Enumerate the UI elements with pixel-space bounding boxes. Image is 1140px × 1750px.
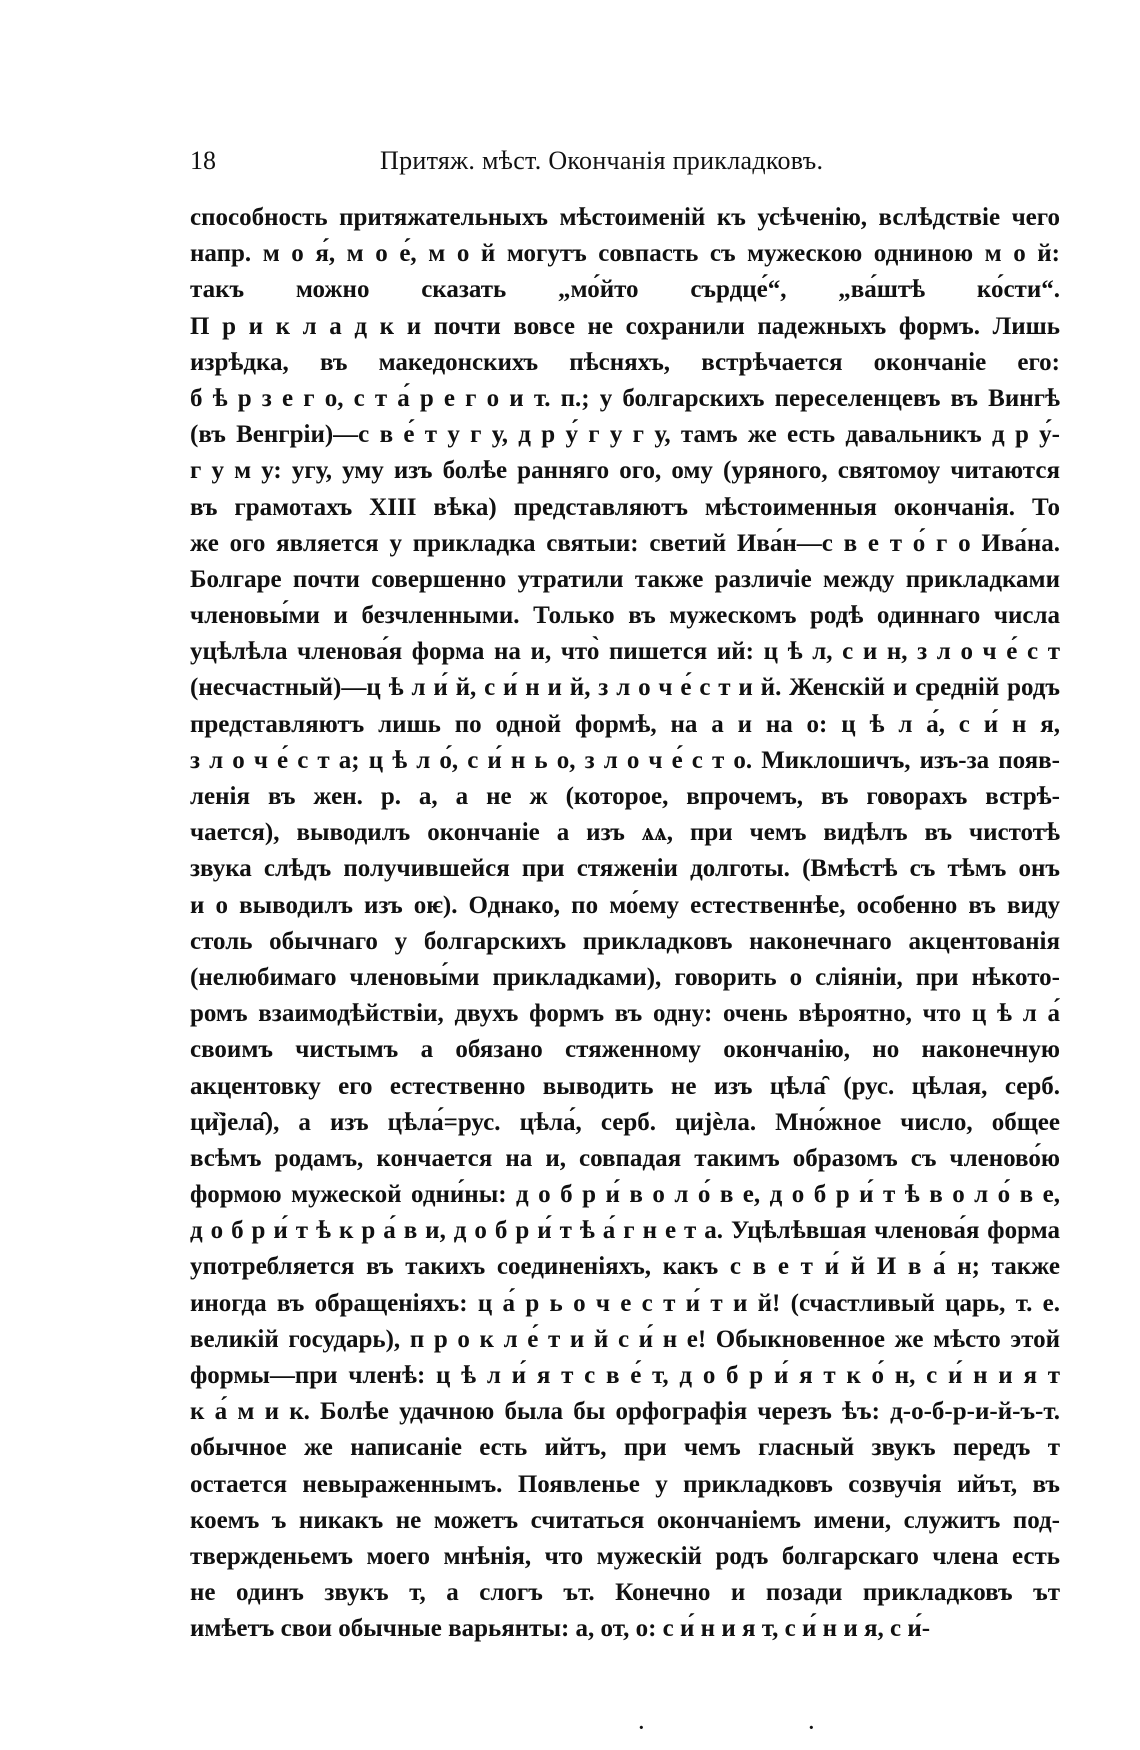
page-number: 18 bbox=[190, 146, 216, 175]
text-line: изрѣдка, въ македонскихъ пѣсняхъ, встрѣчается окончаніе его: bbox=[190, 348, 1060, 376]
text-line: же ого является у прикладка святыи: светий Ива́н—с в е т о́ г о Ива́на. bbox=[190, 529, 1060, 557]
text-line: и о выводилъ изъ оѥ). Однако, по мо́ему естественнѣе, особенно въ виду bbox=[190, 891, 1060, 919]
text-line: формою мужеской одни́ны: д о б р и́ в о л о́ в е, д о б р и́ т ѣ в о л о́ в е, bbox=[190, 1181, 1060, 1209]
text-line: Болгаре почти совершенно утратили также различіе между прикладками bbox=[190, 565, 1060, 593]
text-line: имѣетъ свои обычные варьянты: а, от, о: с и́ н и я т, с и́ н и я, с и́- bbox=[190, 1615, 931, 1643]
text-line: (въ Венгріи)—с в е́ т у г у, д р у́ г у г у, тамъ же есть давальникъ д р у́- bbox=[190, 421, 1060, 449]
text-line: всѣмъ родамъ, кончается на и, совпадая такимъ образомъ съ членово́ю bbox=[190, 1144, 1060, 1172]
text-line: великій государь), п р о к л е́ т и й с и́ н е! Обыкновенное же мѣсто этой bbox=[190, 1325, 1060, 1353]
footer-mark: · bbox=[638, 1717, 645, 1739]
text-line: з л о ч е́ с т а; ц ѣ л о́, с и́ н ь о, з л о ч е́ с т о. Миклошичъ, изъ-за появ- bbox=[190, 746, 1060, 774]
text-line: П р и к л а д к и почти вовсе не сохранили падежныхъ формъ. Лишь bbox=[190, 312, 1060, 340]
text-line: (нелюбимаго членовы́ми прикладками), говорить о сліяніи, при нѣкото- bbox=[190, 963, 1060, 991]
running-head: Притяж. мѣст. Окончанія прикладковъ. bbox=[380, 146, 824, 175]
text-line: формы—при членѣ: ц ѣ л и́ я т с в е́ т, д о б р и́ я т к о́ н, с и́ н и я т bbox=[190, 1362, 1060, 1389]
text-line: обычное же написаніе есть ийтъ, при чемъ гласный звукъ передъ т bbox=[190, 1434, 1060, 1462]
text-line: чается), выводилъ окончаніе а изъ ѧѧ, при чемъ видѣлъ въ чистотѣ bbox=[190, 819, 1060, 847]
text-line: не одинъ звукъ т, а слогъ ът. Конечно и позади прикладковъ ът bbox=[190, 1579, 1060, 1607]
text-line: членовы́ми и безчленными. Только въ мужескомъ родѣ одиннаго числа bbox=[190, 602, 1060, 630]
body-text bbox=[190, 200, 1060, 1648]
text-line: въ грамотахъ XIII вѣка) представляютъ мѣстоименныя окончанія. То bbox=[190, 493, 1060, 521]
text-line: употребляется въ такихъ соединеніяхъ, какъ с в е т и́ й И в а́ н; также bbox=[190, 1253, 1060, 1281]
text-line: коемъ ъ никакъ не можетъ считаться окончаніемъ имени, служитъ под- bbox=[190, 1506, 1060, 1534]
text-line: иногда въ обращеніяхъ: ц а́ р ь о ч е с т и́ т и й! (счастливый царь, т. е. bbox=[190, 1289, 1060, 1317]
text-line: такъ можно сказать „мо́йто сърдце́“, „ва́штѣ ко́сти“. bbox=[190, 276, 1060, 304]
text-line: к а́ м и к. Болѣе удачною была бы орфографія черезъ ѣъ: д-о-б-р-и-й-ъ-т. bbox=[190, 1398, 1060, 1426]
text-line: представляютъ лишь по одной формѣ, на а и на о: ц ѣ л а́, с и́ н я, bbox=[190, 710, 1060, 738]
text-line: звука слѣдъ получившейся при стяженіи долготы. (Вмѣстѣ съ тѣмъ онъ bbox=[190, 855, 1060, 883]
text-line: уцѣлѣла членова́я форма на и, что̀ пишется ий: ц ѣ л, с и н, з л о ч е́ с т bbox=[190, 638, 1060, 666]
text-line: ленія въ жен. р. а, а не ж (которое, впрочемъ, въ говорахъ встрѣ- bbox=[190, 783, 1060, 810]
text-line: б ѣ р з е г о, с т а́ р е г о и т. п.; у болгарскихъ переселенцевъ въ Вингѣ bbox=[190, 384, 1060, 412]
text-line: способность притяжательныхъ мѣстоименій къ усѣченію, вслѣдствіе чего bbox=[190, 204, 1060, 231]
footer-mark: · bbox=[808, 1717, 815, 1739]
text-line: напр. м о я́, м о е́, м о й могутъ совпасть съ мужескою одниною м о й: bbox=[190, 240, 1060, 268]
text-line: г у м у: угу, уму изъ болѣе ранняго ого, ому (уряного, святомоу читаются bbox=[190, 457, 1060, 485]
text-line: твержденьемъ моего мнѣнія, что мужескій родъ болгарскаго члена есть bbox=[190, 1542, 1060, 1570]
text-line: ци̏јела̑), а изъ цѣла́=рус. цѣла́, серб. цијѐла. Мно́жное число, общее bbox=[190, 1108, 1060, 1136]
text-line: (несчастный)—ц ѣ л и́ й, с и́ н и й, з л о ч е́ с т и й. Женскій и средній родъ bbox=[190, 674, 1060, 702]
text-line: своимъ чистымъ а обязано стяженному окончанію, но наконечную bbox=[190, 1036, 1060, 1064]
text-line: ромъ взаимодѣйствіи, двухъ формъ въ одну: очень вѣроятно, что ц ѣ л а́ bbox=[190, 1000, 1060, 1028]
text-line: остается невыраженнымъ. Появленье у прикладковъ созвучія ийът, въ bbox=[190, 1470, 1060, 1498]
text-line: столь обычнаго у болгарскихъ прикладковъ наконечнаго акцентованія bbox=[190, 927, 1060, 955]
text-line: д о б р и́ т ѣ к р а́ в и, д о б р и́ т ѣ а́ г н е т а. Уцѣлѣвшая членова́я форма bbox=[190, 1217, 1060, 1245]
page-header bbox=[190, 142, 970, 182]
text-line: акцентовку его естественно выводить не изъ цѣла̑ (рус. цѣлая, серб. bbox=[190, 1072, 1060, 1100]
